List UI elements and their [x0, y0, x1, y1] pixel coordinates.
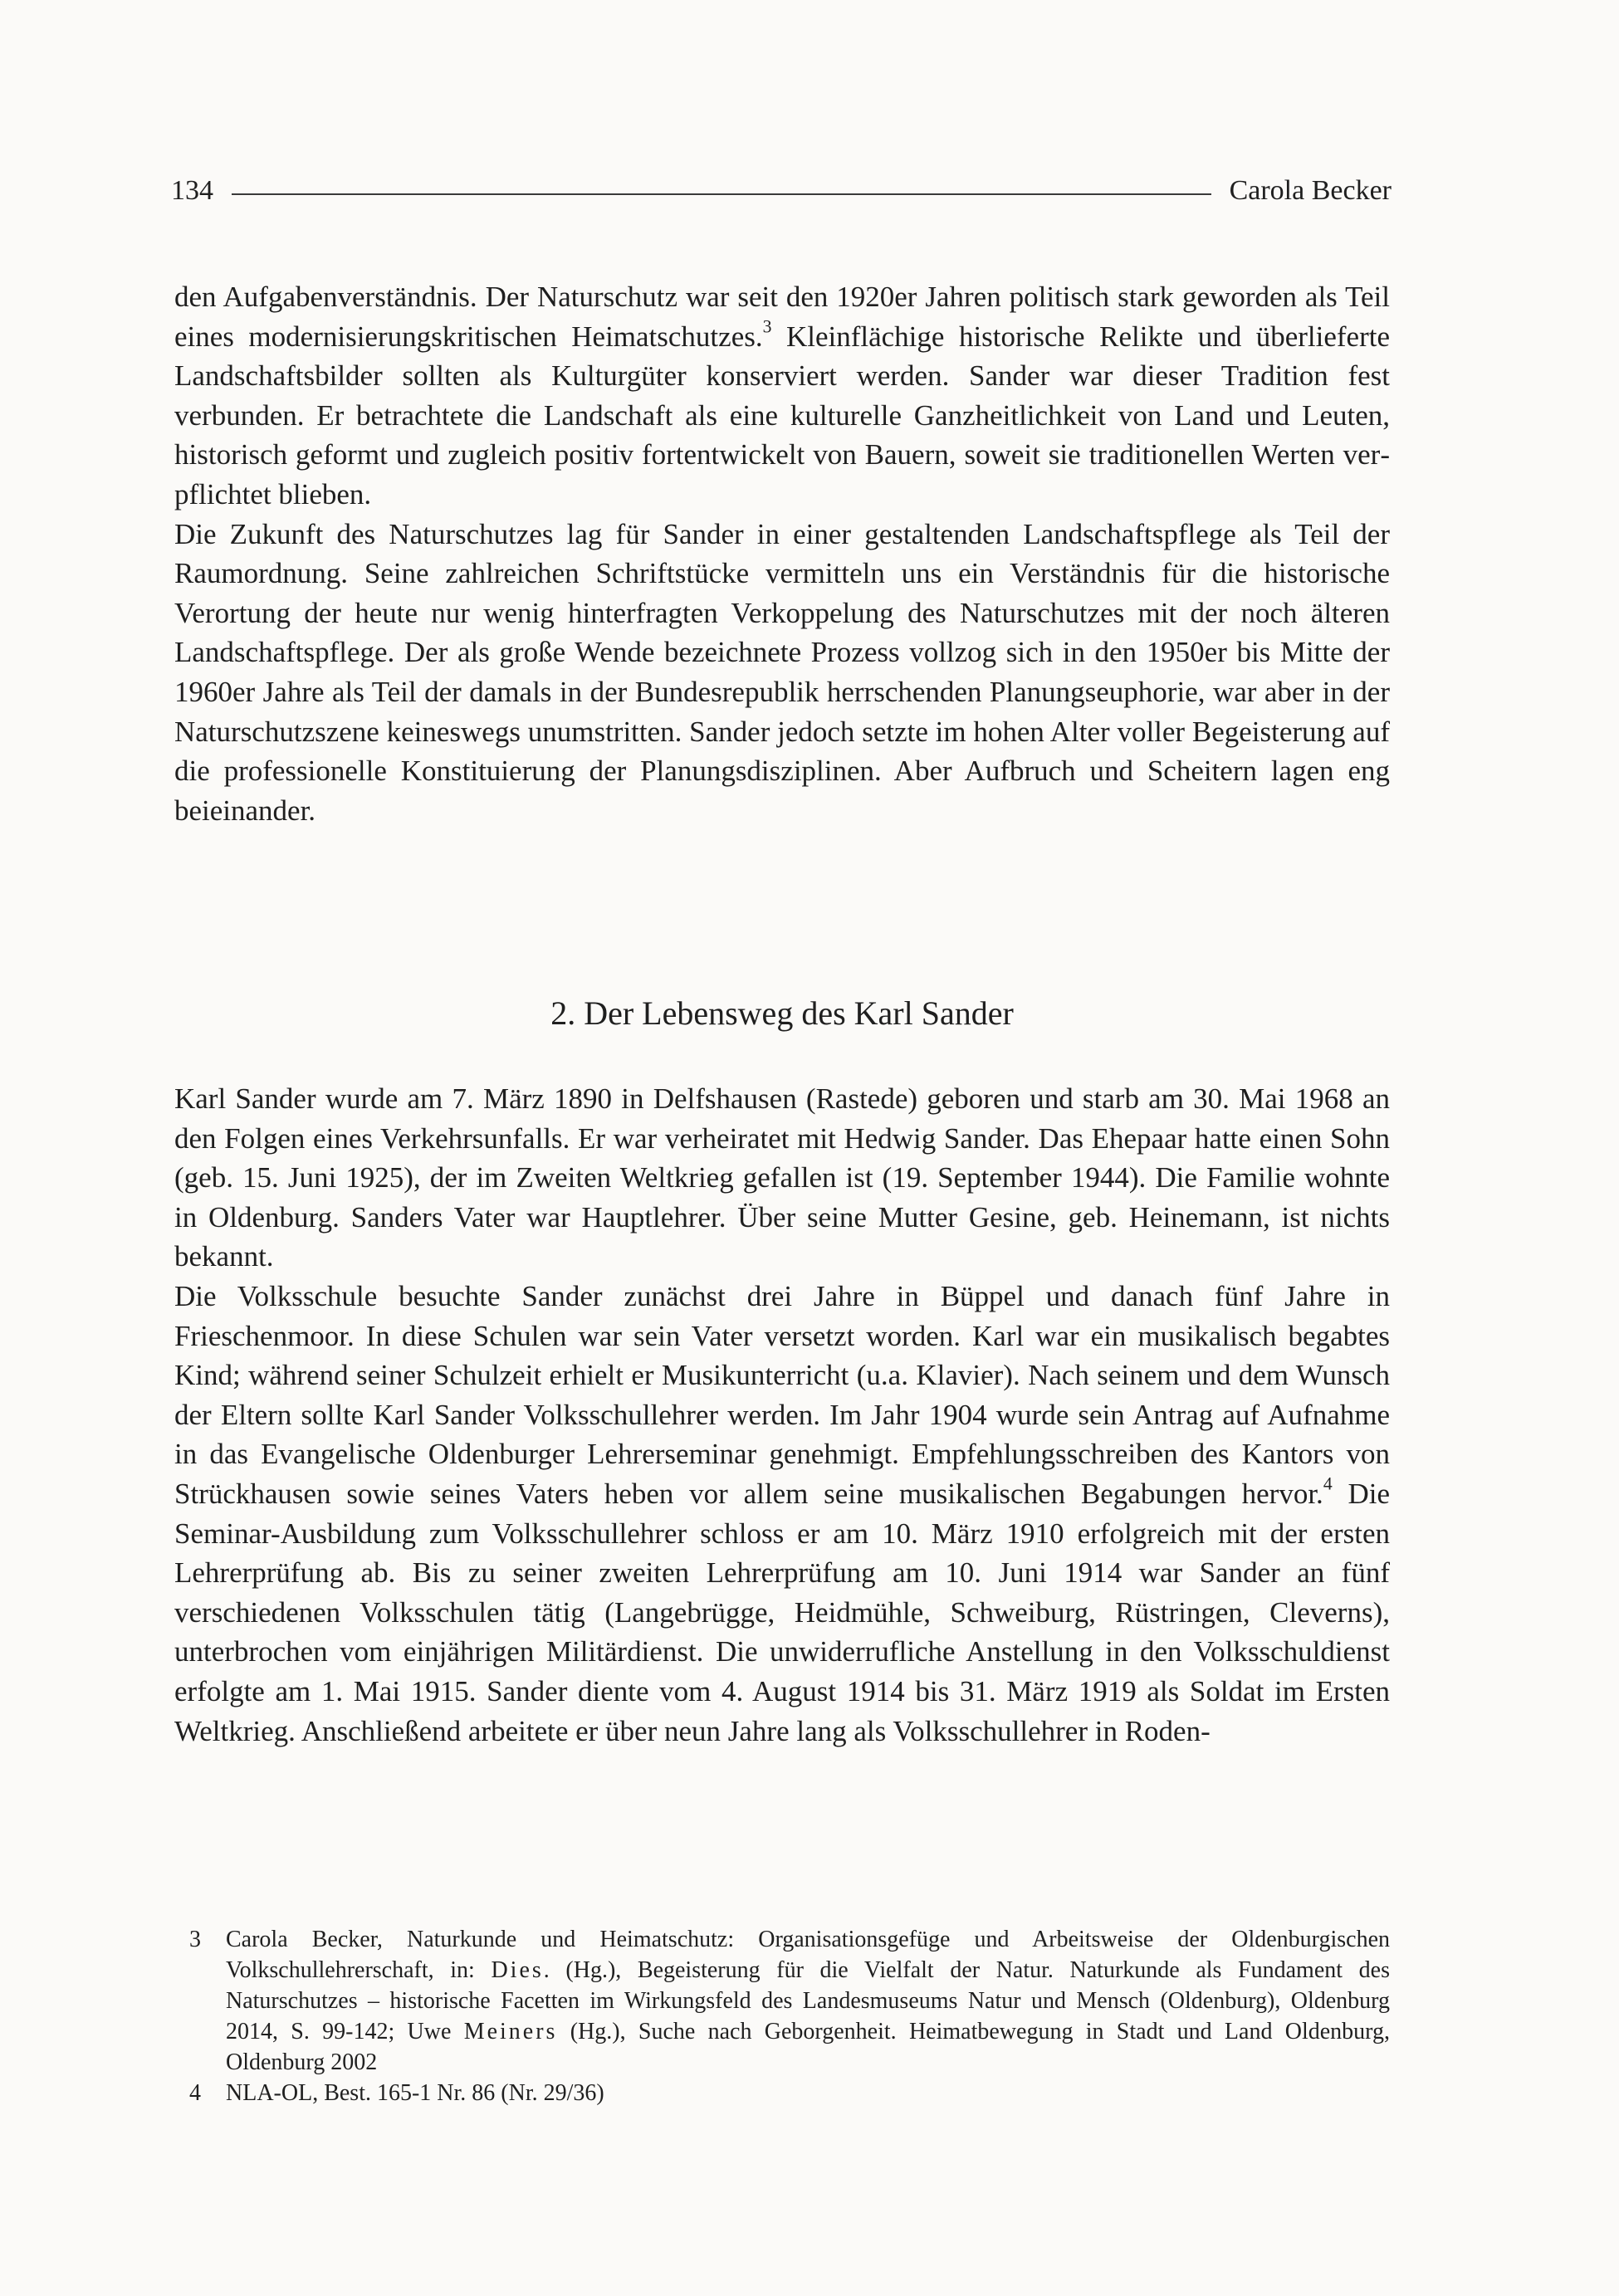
footnote-4	[189, 2078, 1390, 2108]
paragraph-landscape-care: Die Zukunft des Naturschutzes lag für Sander in einer gestaltenden Landschaftspflege als Teil der Raumordnung. Seine zahlreichen Schriftstücke vermitteln uns ein Verständnis für die historische Verortung der heute nur wenig hinterfragten Verkoppelung des Naturschutzes mit der noch älteren Landschaftspflege. Der als große Wende bezeichnete Prozess vollzog sich in den 1950er bis Mitte der 1960er Jahre als Teil der damals in der Bundesrepublik herrschenden Planungseuphorie, war aber in der Naturschutzszene keineswegs unumstritten. Sander jedoch setzte im hohen Alter voller Begeisterung auf die professionelle Konstituierung der Planungsdisziplinen. Aber Aufbruch und Scheitern lagen eng beieinander.	[174, 517, 1390, 827]
section-heading: 2. Der Lebensweg des Karl Sander	[550, 994, 1014, 1032]
footnote-segment: , Naturkunde und Heimatschutz: Organisationsgefüge und Arbeitsweise der Oldenburgischen Volkschullehrerschaft, in:	[226, 1927, 1390, 1983]
page-number: 134	[171, 175, 213, 206]
running-head-author: Carola Becker	[1229, 175, 1392, 206]
paragraph-nature-conservation	[174, 277, 1390, 515]
paragraph-text: Kleinflächige historische Relikte und überlieferte Landschaftsbilder sollten als Kulturgüter konserviert werden. Sander war dieser Tradition fest verbunden. Er betrachtete die Landschaft als eine kulturelle Ganzheitlichkeit von Land und Leuten, historisch geformt und zugleich positiv fortentwickelt von Bauern, soweit sie traditionellen Werten verpflichtet blieben.	[174, 320, 1391, 510]
paragraph-text: den Aufgabenverständnis. Der Naturschutz war seit den 1920er Jahren politisch stark geworden als Teil eines modernisierungskritischen Heimatschutzes.	[174, 281, 1390, 353]
footnote-author: Carola Becker	[226, 1927, 377, 1952]
paragraph-education	[174, 1277, 1390, 1751]
header-rule	[232, 193, 1211, 195]
footnote-author: Meiners	[463, 2019, 558, 2044]
footnote-author: Dies	[491, 1957, 544, 1983]
footnote-text: NLA-OL, Best. 165-1 Nr. 86 (Nr. 29/36)	[226, 2080, 604, 2106]
footnote-segment: . (Hg.), Begeisterung für die Vielfalt der Natur. Naturkunde als Fundament des Naturschutzes – historische Facetten im Wirkungsfeld des Landesmuseums Natur und Mensch (Oldenburg), Oldenburg 2014, S. 99-142; Uwe	[226, 1957, 1390, 2044]
footnote-segment: (Hg.), Suche nach Geborgenheit. Heimatbewegung in Stadt und Land Oldenburg, Oldenburg 2002	[226, 2019, 1390, 2075]
footnotes	[189, 1924, 1390, 2108]
footnote-number: 3	[189, 1927, 201, 1952]
footnote-ref-4: 4	[1323, 1473, 1333, 1494]
paragraph-biography: Karl Sander wurde am 7. März 1890 in Delfshausen (Rastede) geboren und starb am 30. Mai 1968 an den Folgen eines Verkehrsunfalls. Er war verheiratet mit Hedwig Sander. Das Ehepaar hatte einen Sohn (geb. 15. Juni 1925), der im Zweiten Weltkrieg gefallen ist (19. September 1944). Die Familie wohnte in Oldenburg. Sanders Vater war Hauptlehrer. Über seine Mutter Gesine, geb. Heinemann, ist nichts bekannt.	[174, 1082, 1390, 1273]
footnote-text	[226, 1924, 1390, 2078]
paragraph-text: Die Seminar-Ausbildung zum Volksschullehrer schloss er am 10. März 1910 erfolgreich mit der ersten Lehrerprüfung ab. Bis zu seiner zweiten Lehrerprüfung am 10. Juni 1914 war Sander an fünf verschiedenen Volksschulen tätig (Langebrügge, Heidmühle, Schweiburg, Rüstringen, Cleverns), unterbrochen vom einjährigen Militärdienst. Die unwiderrufliche Anstellung in den Volksschuldienst erfolgte am 1. Mai 1915. Sander diente vom 4. August 1914 bis 31. März 1919 als Soldat im Ersten Weltkrieg. Anschließend arbeitete er über neun Jahre lang als Volksschullehrer in Roden-	[174, 1477, 1390, 1747]
footnote-3	[189, 1924, 1390, 2078]
section-2-body	[174, 1079, 1390, 1751]
footnote-number: 4	[189, 2080, 201, 2106]
paragraph-text: Die Volksschule besuchte Sander zunächst drei Jahre in Büppel und danach fünf Jahre in Frieschenmoor. In diese Schulen war sein Vater versetzt worden. Karl war ein musikalisch begabtes Kind; während seiner Schulzeit erhielt er Musikunterricht (u.a. Klavier). Nach seinem und dem Wunsch der Eltern sollte Karl Sander Volksschullehrer werden. Im Jahr 1904 wurde sein Antrag auf Aufnahme in das Evangelische Oldenburger Lehrerseminar genehmigt. Empfehlungsschreiben des Kantors von Strückhausen sowie seines Vaters heben vor allem seine musikalischen Begabungen hervor.	[174, 1279, 1390, 1510]
page-header	[171, 171, 1392, 211]
section-1-body	[174, 277, 1390, 830]
footnote-ref-3: 3	[762, 316, 772, 337]
